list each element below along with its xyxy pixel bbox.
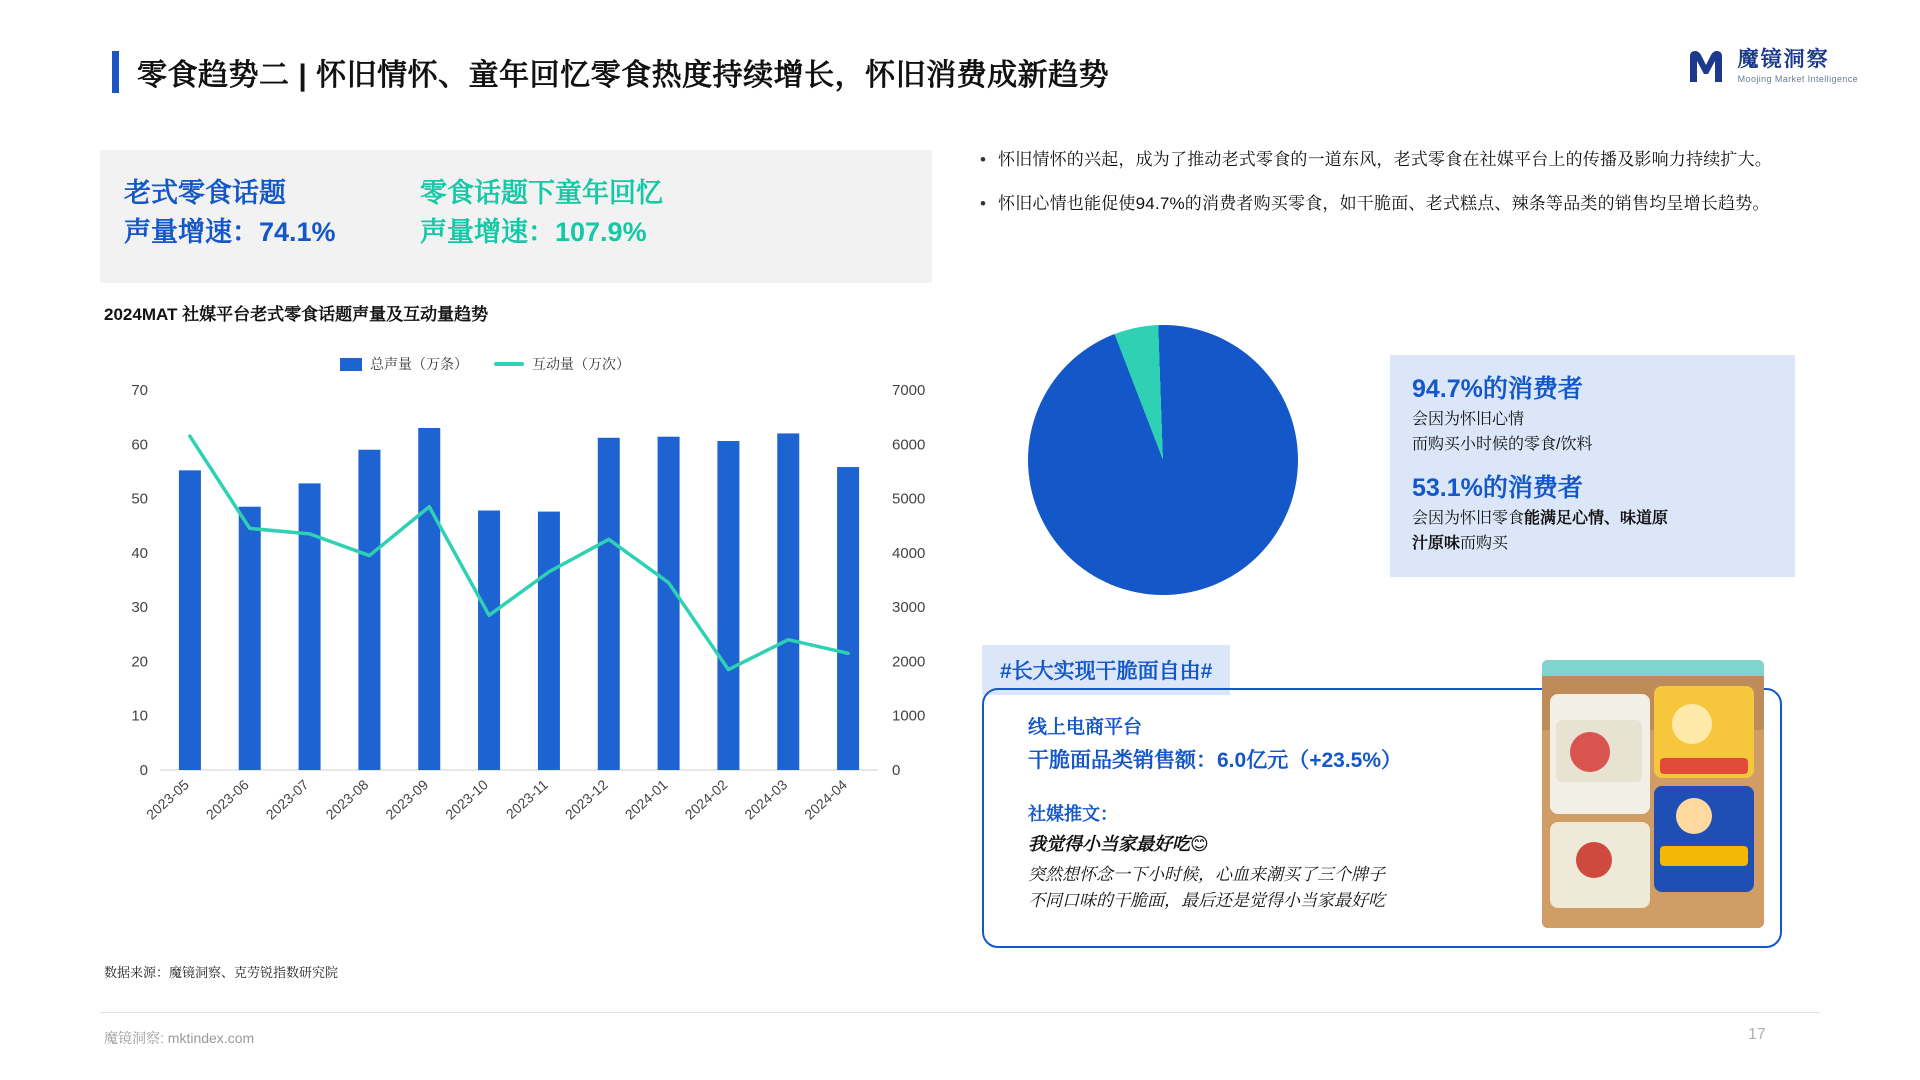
chart-bar: [299, 483, 321, 770]
chart-title: 2024MAT 社媒平台老式零食话题声量及互动量趋势: [104, 305, 489, 324]
spacer: [1412, 458, 1775, 472]
chart-x-label: 2023-07: [262, 776, 312, 823]
chart-x-label: 2023-08: [322, 776, 372, 823]
legend-swatch-line-icon: [494, 362, 524, 366]
pie-stat-1-desc-a: 会因为怀旧心情: [1412, 410, 1525, 428]
bullet-dot-icon: •: [980, 193, 986, 213]
chart-x-label: 2024-04: [801, 776, 851, 823]
bullet-dot-icon: •: [980, 150, 986, 169]
svg-text:0: 0: [139, 762, 148, 779]
svg-text:60: 60: [131, 436, 148, 454]
chart-x-label: 2023-12: [561, 776, 611, 823]
svg-text:30: 30: [131, 599, 148, 617]
title-accent-bar: [112, 51, 119, 93]
kpi-panel: [100, 150, 932, 283]
product-photo: [1542, 660, 1764, 928]
logo-icon: [1684, 44, 1728, 88]
svg-text:0: 0: [892, 762, 901, 779]
pie-stat-2-bold-b: 汁原味: [1412, 535, 1461, 553]
chart-bar: [478, 511, 500, 770]
svg-text:5000: 5000: [892, 490, 926, 508]
bullet-text: 怀旧情怀的兴起，成为了推动老式零食的一道东风，老式零食在社媒平台上的传播及影响力持续扩大。: [998, 150, 1772, 169]
chart-bar: [418, 428, 440, 770]
list-item: [980, 145, 1860, 175]
chart-x-label: 2023-09: [382, 776, 432, 823]
chart-svg: [100, 380, 940, 840]
hashtag-badge: #长大实现干脆面自由#: [982, 645, 1230, 695]
svg-text:20: 20: [131, 653, 148, 671]
chart-x-label: 2024-01: [621, 776, 671, 823]
chart-x-label: 2023-05: [143, 776, 192, 823]
card-quote-body: [1028, 862, 1385, 915]
svg-text:6000: 6000: [892, 436, 926, 454]
pie-chart: [1028, 325, 1298, 595]
card-quote-line: 突然想怀念一下小时候，心血来潮买了三个牌子: [1028, 865, 1385, 884]
pie-stat-2-bold-a: 能满足心情、味道原: [1524, 509, 1669, 527]
pie-info-panel: [1390, 355, 1795, 577]
chart-bar: [538, 512, 560, 770]
pie-stat-1: 94.7%的消费者: [1412, 375, 1583, 403]
chart-x-label: 2023-06: [202, 776, 252, 823]
pie-graphic: [1028, 325, 1298, 595]
svg-text:2000: 2000: [892, 653, 926, 671]
pie-stat-2: 53.1%的消费者: [1412, 473, 1583, 502]
chart-bar: [179, 470, 201, 770]
list-item: [980, 189, 1860, 219]
logo-subtitle: Moojing Market Intelligence: [1737, 73, 1858, 84]
chart-x-label: 2023-10: [442, 776, 492, 823]
chart-bar: [717, 441, 739, 770]
pie-stat-1-desc-b: 而购买小时候的零食/饮料: [1412, 436, 1593, 454]
svg-text:4000: 4000: [892, 544, 926, 562]
pie-stat-2-desc-b: [1412, 531, 1775, 557]
chart-bar: [837, 467, 859, 770]
svg-text:10: 10: [131, 707, 148, 725]
combo-chart: [100, 380, 940, 840]
card-quote-line: 不同口味的干脆面，最后还是觉得小当家最好吃: [1028, 891, 1385, 911]
svg-text:1000: 1000: [892, 707, 926, 725]
legend-item-line: [494, 354, 630, 374]
card-post-label: 社媒推文：: [1028, 804, 1118, 824]
card-quote-headline: 我觉得小当家最好吃😊: [1028, 834, 1209, 854]
chart-x-label: 2024-03: [741, 776, 791, 823]
chart-bar: [239, 507, 261, 770]
legend-label-line: 互动量（万次）: [532, 356, 630, 372]
kpi-right: [420, 174, 663, 252]
chart-x-label: 2023-11: [502, 776, 551, 822]
bullet-list: [980, 145, 1860, 233]
svg-text:7000: 7000: [892, 382, 926, 399]
brand-logo: [1684, 44, 1858, 88]
chart-bar: [658, 437, 680, 770]
pie-stat-2-desc-a: [1412, 506, 1775, 532]
kpi-left: [124, 174, 336, 252]
svg-text:50: 50: [131, 490, 148, 508]
page-number: 17: [1748, 1026, 1766, 1043]
chart-line: [190, 436, 848, 669]
kpi-right-value: 声量增速：107.9%: [420, 217, 647, 248]
card-channel-label: 线上电商平台: [1028, 717, 1143, 738]
chart-bar: [777, 433, 799, 770]
chart-source: 数据来源：魔镜洞察、克劳锐指数研究院: [104, 965, 339, 980]
footer-divider: [100, 1012, 1820, 1013]
chart-x-label: 2024-02: [681, 776, 731, 823]
page-title: [112, 50, 1109, 94]
kpi-right-label: 零食话题下童年回忆: [420, 178, 663, 208]
bullet-text: 怀旧心情也能促使94.7%的消费者购买零食，如干脆面、老式糕点、辣条等品类的销售均呈增长趋势。: [998, 193, 1770, 213]
chart-bar: [358, 450, 380, 770]
legend-swatch-bar-icon: [340, 358, 362, 371]
legend-item-bar: [340, 354, 468, 374]
chart-legend: [340, 354, 630, 374]
card-sales-value: 干脆面品类销售额：6.0亿元（+23.5%）: [1028, 749, 1402, 772]
footer-brand: 魔镜洞察: mktindex.com: [104, 1030, 255, 1046]
logo-title: 魔镜洞察: [1737, 48, 1830, 72]
svg-text:40: 40: [131, 544, 148, 562]
kpi-left-label: 老式零食话题: [124, 178, 286, 208]
svg-text:3000: 3000: [892, 599, 926, 617]
chart-bar: [598, 438, 620, 770]
legend-label-bar: 总声量（万条）: [370, 356, 468, 372]
pie-stat-2-plain-b: 而购买: [1460, 535, 1509, 553]
svg-text:70: 70: [131, 382, 148, 399]
page-title-text: 零食趋势二 | 怀旧情怀、童年回忆零食热度持续增长，怀旧消费成新趋势: [137, 59, 1110, 92]
kpi-left-value: 声量增速：74.1%: [124, 217, 336, 248]
pie-stat-2-plain-a: 会因为怀旧零食: [1412, 509, 1525, 527]
